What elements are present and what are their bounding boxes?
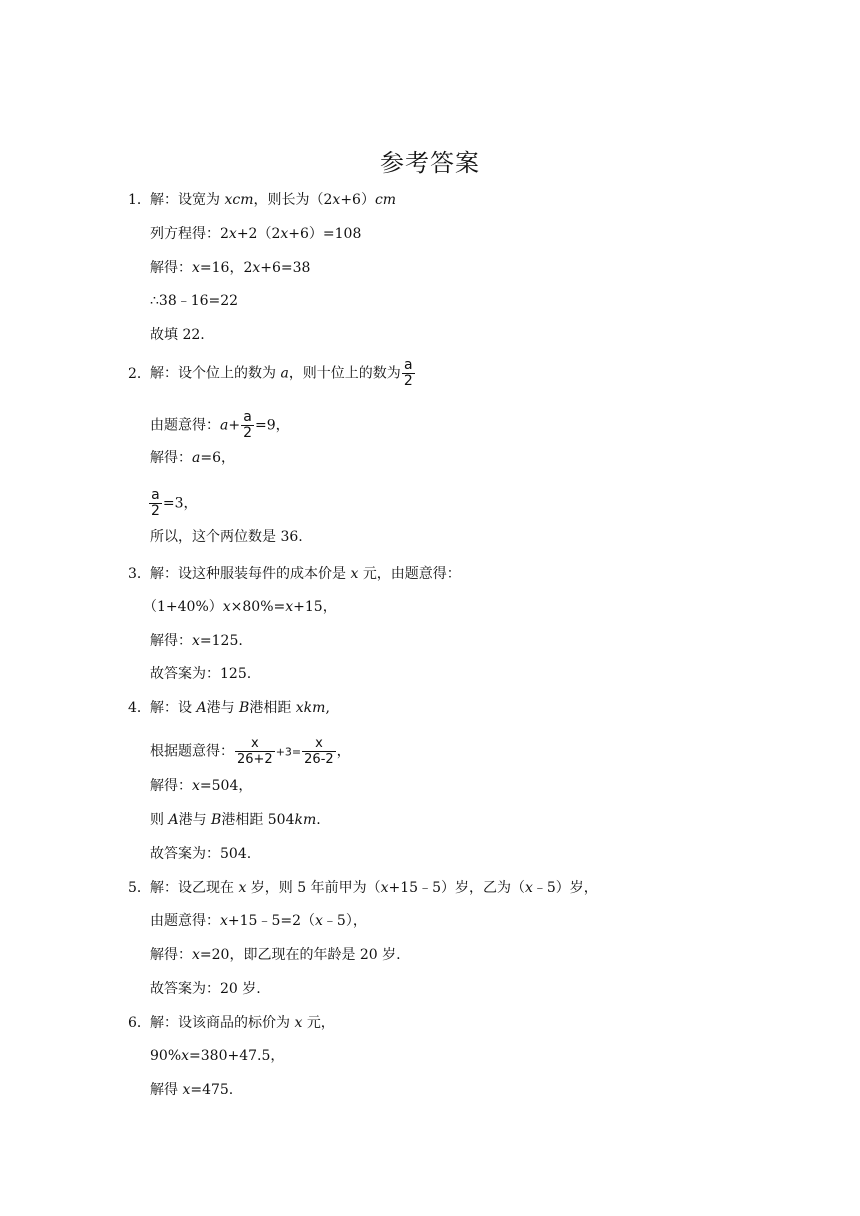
q4-line4: 则 A港与 B港相距 504km. — [150, 812, 321, 828]
q2-line5: 所以，这个两位数是 36. — [150, 529, 303, 545]
q3-text1: 解：设这种服装每件的成本价是 x 元，由题意得： — [150, 566, 461, 582]
q3-line4: 故答案为：125. — [150, 666, 252, 682]
q4-text1: 解：设 A港与 B港相距 xkm, — [150, 700, 330, 716]
q2-line2: 由题意得：a+ $\frac{a}{2}$ =9， — [150, 409, 290, 441]
page-title: 参考答案 — [380, 149, 480, 177]
fraction-a-over-2: $\frac{a}{2}$ — [403, 357, 413, 389]
q2-text1: 解：设个位上的数为 a，则十位上的数为 $\frac{a}{2}$ — [150, 357, 413, 389]
q5-text1: 解：设乙现在 x 岁，则 5 年前甲为（x+15﹣5）岁，乙为（x﹣5）岁， — [150, 880, 598, 896]
q1-text1: 解：设宽为 xcm，则长为（2x+6）cm — [150, 192, 397, 208]
q1-line4: ∴38﹣16=22 — [150, 293, 239, 309]
q5-number: 5． — [128, 880, 151, 896]
q5-line3: 解得：x=20，即乙现在的年龄是 20 岁. — [150, 947, 401, 963]
q1-line2: 列方程得：2x+2（2x+6）=108 — [150, 226, 362, 242]
fraction-x-over-26-plus-2: $\frac{x}{26+2}$ — [237, 736, 273, 767]
q3-line2: （1+40%）x×80%=x+15， — [143, 599, 337, 615]
q2-number: 2． — [128, 366, 151, 382]
fraction-x-over-26-minus-2: $\frac{x}{26-2}$ — [304, 736, 334, 767]
q6-number: 6． — [128, 1015, 151, 1031]
q6-text1: 解：设该商品的标价为 x 元， — [150, 1015, 335, 1031]
q6-line2: 90%x=380+47.5， — [150, 1048, 285, 1064]
q3-number: 3． — [128, 566, 151, 582]
fraction-a-over-2: $\frac{a}{2}$ — [151, 487, 160, 519]
q2-line3: 解得：a=6， — [150, 450, 235, 466]
q4-line2: 根据题意得： $\frac{x}{26+2}$ +3= $\frac{x}{26-2}$ ， — [150, 736, 351, 767]
q3-line3: 解得：x=125. — [150, 633, 243, 649]
q4-number: 4． — [128, 700, 151, 716]
q5-line2: 由题意得：x+15﹣5=2（x﹣5）， — [150, 913, 367, 929]
q1-line5: 故填 22. — [150, 327, 205, 343]
q1-line3: 解得：x=16，2x+6=38 — [150, 260, 311, 276]
q2-line4: $\frac{a}{2}$ =3， — [151, 487, 198, 519]
q6-line3: 解得 x=475. — [150, 1082, 234, 1098]
q4-line3: 解得：x=504， — [150, 778, 253, 794]
fraction-a-over-2: $\frac{a}{2}$ — [243, 409, 253, 441]
q1-number: 1． — [128, 192, 151, 208]
q5-line4: 故答案为：20 岁. — [150, 981, 261, 997]
q4-line5: 故答案为：504. — [150, 846, 252, 862]
